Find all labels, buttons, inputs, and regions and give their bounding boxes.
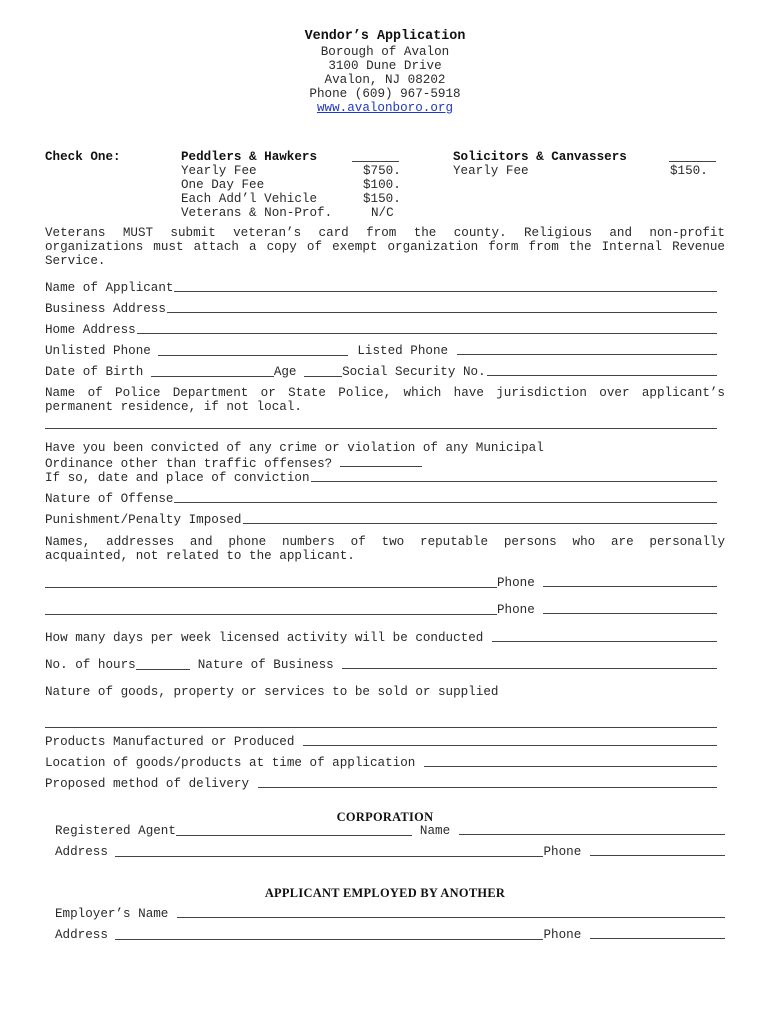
- unlisted-phone-label: Unlisted Phone: [45, 344, 151, 358]
- peddlers-title: Peddlers & Hawkers: [181, 150, 318, 164]
- name-of-applicant-field[interactable]: [174, 281, 717, 292]
- nature-of-offense-row: [45, 492, 725, 506]
- org-street: 3100 Dune Drive: [328, 59, 442, 73]
- police-dept-label: Name of Police Department or State Police, which have jurisdiction over applicant’s permanent residence, if not local.: [45, 386, 725, 414]
- website-link[interactable]: www.avalonboro.org: [316, 101, 454, 115]
- conviction-details-label: If so, date and place of conviction: [45, 471, 310, 485]
- age-label: Age: [273, 365, 297, 379]
- corp-address-field[interactable]: [115, 845, 543, 857]
- employer-heading: APPLICANT EMPLOYED BY ANOTHER: [264, 886, 506, 900]
- registered-agent-field[interactable]: [176, 824, 412, 836]
- age-field[interactable]: [304, 365, 342, 377]
- location-field[interactable]: [424, 756, 718, 767]
- corp-name-label: Name: [419, 824, 451, 838]
- veterans-notice: Veterans MUST submit veteran’s card from the county. Religious and non-profit organizations must attach a copy of exempt organization form from the Internal Revenue Service.: [45, 226, 725, 268]
- employer-phone-label: Phone: [543, 928, 582, 942]
- peddlers-checkbox-line[interactable]: [352, 150, 399, 162]
- nature-of-goods-field[interactable]: [45, 713, 717, 728]
- conviction-details-row: [45, 471, 725, 485]
- listed-phone-field[interactable]: [457, 344, 718, 355]
- vendor-application-form: [45, 30, 725, 942]
- punishment-field[interactable]: [243, 513, 718, 524]
- employer-address-row: [55, 928, 725, 942]
- days-per-week-row: [45, 631, 725, 645]
- business-address-field[interactable]: [167, 302, 718, 313]
- dob-label: Date of Birth: [45, 365, 144, 379]
- solicitors-title: Solicitors & Canvassers: [453, 150, 627, 164]
- home-address-label: Home Address: [45, 323, 136, 337]
- ssn-field[interactable]: [487, 365, 718, 376]
- solicitors-yearly-value: $150.: [670, 164, 708, 178]
- reference-row-1: [45, 576, 725, 590]
- products-field[interactable]: [303, 735, 717, 746]
- peddlers-veterans-label: Veterans & Non-Prof.: [181, 206, 333, 220]
- unlisted-phone-field[interactable]: [158, 344, 348, 356]
- peddlers-oneday-label: One Day Fee: [181, 178, 265, 192]
- delivery-row: [45, 777, 725, 791]
- phone-row: [45, 344, 725, 358]
- peddlers-oneday-value: $100.: [363, 178, 401, 192]
- employer-name-label: Employer’s Name: [55, 907, 169, 921]
- reference-2-phone-label: Phone: [497, 603, 535, 617]
- org-phone: Phone (609) 967-5918: [309, 87, 461, 101]
- reference-1-field[interactable]: [45, 576, 497, 588]
- corp-address-label: Address: [55, 845, 108, 859]
- peddlers-vehicle-label: Each Add’l Vehicle: [181, 192, 318, 206]
- reference-2-phone-field[interactable]: [543, 603, 717, 614]
- registered-agent-label: Registered Agent: [55, 824, 176, 838]
- location-label: Location of goods/products at time of application: [45, 756, 416, 770]
- reference-row-2: [45, 603, 725, 617]
- convicted-question-line1: Have you been convicted of any crime or violation of any Municipal: [45, 441, 544, 455]
- reference-1-phone-label: Phone: [497, 576, 535, 590]
- peddlers-yearly-value: $750.: [363, 164, 401, 178]
- org-city: Avalon, NJ 08202: [324, 73, 446, 87]
- convicted-answer-field[interactable]: [340, 455, 422, 467]
- form-title: Vendor’s Application: [304, 29, 466, 44]
- conviction-details-field[interactable]: [311, 471, 718, 482]
- org-name: Borough of Avalon: [320, 45, 450, 59]
- references-intro: Names, addresses and phone numbers of two reputable persons who are personally acquainted, not related to the applicant.: [45, 535, 725, 563]
- days-per-week-field[interactable]: [492, 631, 718, 642]
- employer-name-field[interactable]: [177, 907, 725, 918]
- dob-field[interactable]: [151, 365, 274, 377]
- nature-of-goods-label: Nature of goods, property or services to be sold or supplied: [45, 685, 499, 699]
- delivery-field[interactable]: [258, 777, 718, 788]
- check-one-label: Check One:: [45, 150, 121, 164]
- products-row: [45, 735, 725, 749]
- employer-phone-field[interactable]: [590, 928, 725, 939]
- employer-address-field[interactable]: [115, 928, 543, 940]
- peddlers-yearly-label: Yearly Fee: [181, 164, 257, 178]
- nature-of-business-field[interactable]: [342, 658, 717, 669]
- no-of-hours-field[interactable]: [136, 658, 190, 670]
- peddlers-vehicle-value: $150.: [363, 192, 401, 206]
- name-of-applicant-row: [45, 281, 725, 295]
- fee-selection: [45, 150, 725, 222]
- solicitors-yearly-label: Yearly Fee: [453, 164, 529, 178]
- corp-phone-label: Phone: [543, 845, 582, 859]
- home-address-field[interactable]: [137, 323, 718, 334]
- business-address-label: Business Address: [45, 302, 166, 316]
- corp-address-row: [55, 845, 725, 859]
- convicted-question-row: [45, 455, 725, 471]
- no-of-hours-label: No. of hours: [45, 658, 136, 672]
- nature-of-offense-label: Nature of Offense: [45, 492, 174, 506]
- employer-address-label: Address: [55, 928, 108, 942]
- nature-of-offense-field[interactable]: [174, 492, 717, 503]
- dob-row: [45, 365, 725, 379]
- employer-name-row: [55, 907, 725, 921]
- reference-1-phone-field[interactable]: [543, 576, 717, 587]
- registered-agent-row: [55, 824, 725, 838]
- police-dept-field[interactable]: [45, 414, 717, 429]
- name-of-applicant-label: Name of Applicant: [45, 281, 174, 295]
- ssn-label: Social Security No.: [342, 365, 486, 379]
- home-address-row: [45, 323, 725, 337]
- peddlers-veterans-value: N/C: [371, 206, 394, 220]
- reference-2-field[interactable]: [45, 603, 497, 615]
- punishment-label: Punishment/Penalty Imposed: [45, 513, 242, 527]
- convicted-question-line2: Ordinance other than traffic offenses?: [45, 457, 333, 471]
- products-label: Products Manufactured or Produced: [45, 735, 295, 749]
- solicitors-checkbox-line[interactable]: [669, 150, 716, 162]
- punishment-row: [45, 513, 725, 527]
- corp-name-field[interactable]: [459, 824, 725, 835]
- hours-business-row: [45, 658, 725, 672]
- delivery-label: Proposed method of delivery: [45, 777, 250, 791]
- days-per-week-label: How many days per week licensed activity will be conducted: [45, 631, 484, 645]
- location-row: [45, 756, 725, 770]
- nature-of-business-label: Nature of Business: [197, 658, 334, 672]
- listed-phone-label: Listed Phone: [357, 344, 449, 358]
- corporation-heading: CORPORATION: [336, 810, 434, 824]
- business-address-row: [45, 302, 725, 316]
- corp-phone-field[interactable]: [590, 845, 725, 856]
